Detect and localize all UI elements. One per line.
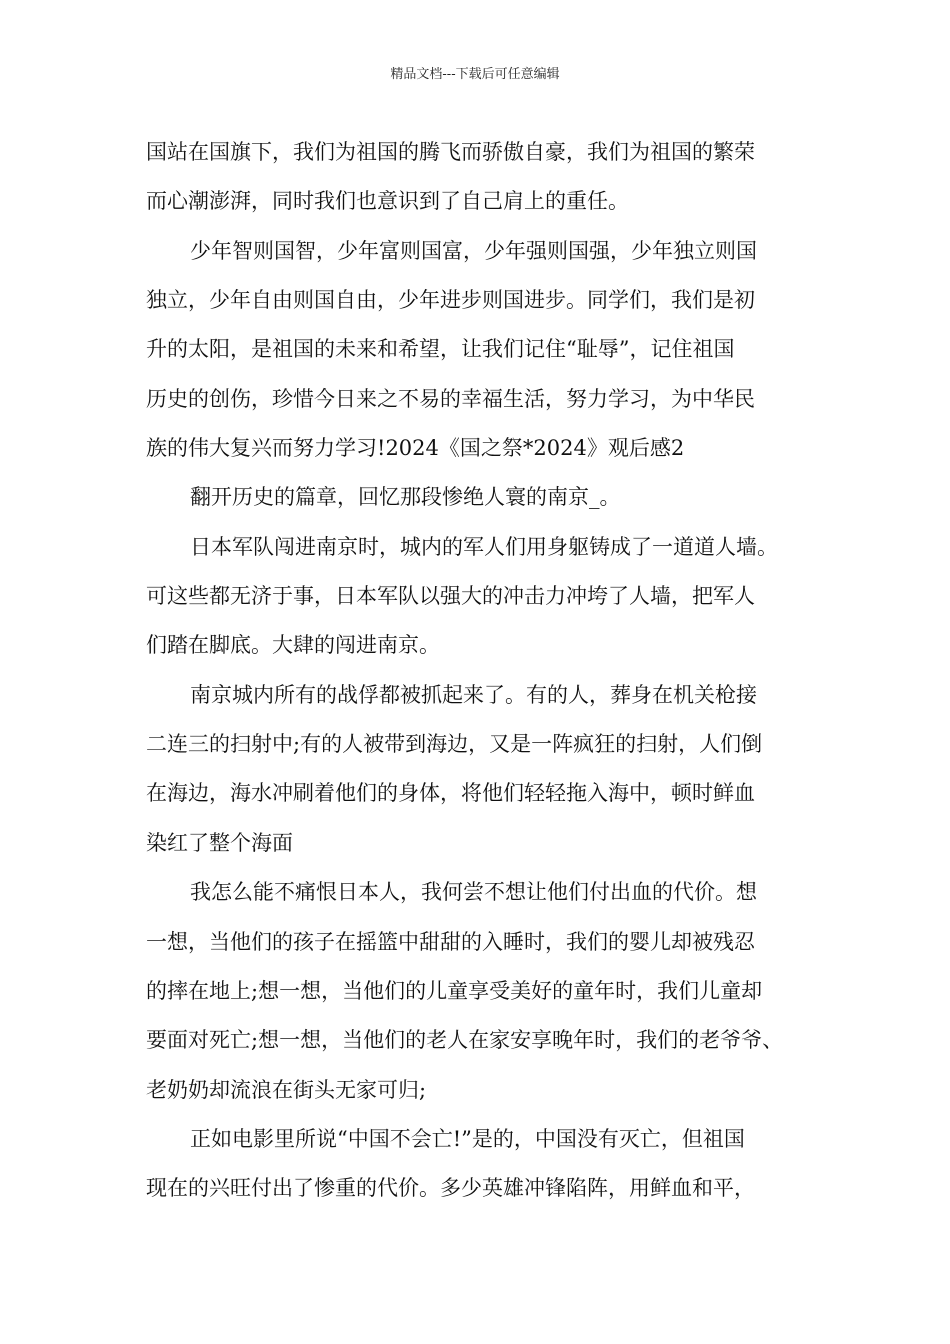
page-header: 精品文档---下载后可任意编辑 <box>390 67 560 82</box>
text-line: 南京城内所有的战俘都被抓起来了。有的人，葬身在机关枪接 <box>190 682 757 707</box>
text-line: 而心潮澎湃，同时我们也意识到了自己肩上的重任。 <box>146 189 629 214</box>
text-line: 可这些都无济于事，日本军队以强大的冲击力冲垮了人墙，把军人 <box>146 584 755 609</box>
text-line: 历史的创伤，珍惜今日来之不易的幸福生活，努力学习，为中华民 <box>146 386 755 411</box>
text-line: 国站在国旗下，我们为祖国的腾飞而骄傲自豪，我们为祖国的繁荣 <box>146 140 755 164</box>
text-line: 老奶奶却流浪在街头无家可归; <box>146 1077 427 1102</box>
text-line: 族的伟大复兴而努力学习!2024《国之祭*2024》观后感2 <box>146 436 685 461</box>
document-body <box>146 128 816 1214</box>
text-line: 二连三的扫射中;有的人被带到海边，又是一阵疯狂的扫射，人们倒 <box>146 732 763 757</box>
text-line: 染红了整个海面 <box>146 830 293 855</box>
text-line: 独立，少年自由则国自由，少年进步则国进步。同学们，我们是初 <box>146 288 755 313</box>
text-line: 翻开历史的篇章，回忆那段惨绝人寰的南京_。 <box>190 485 621 510</box>
text-line: 在海边，海水冲刷着他们的身体，将他们轻轻拖入海中，顿时鲜血 <box>146 781 755 806</box>
paragraph <box>146 128 816 227</box>
text-line: 一想，当他们的孩子在摇篮中甜甜的入睡时，我们的婴儿却被残忍 <box>146 929 755 954</box>
text-line: 日本军队闯进南京时，城内的军人们用身躯铸成了一道道人墙。 <box>190 534 778 559</box>
text-line: 的摔在地上;想一想，当他们的儿童享受美好的童年时，我们儿童却 <box>146 978 763 1003</box>
paragraph <box>146 227 816 474</box>
paragraph <box>146 671 816 868</box>
text-line: 少年智则国智，少年富则国富，少年强则国强，少年独立则国 <box>190 238 757 263</box>
paragraph <box>146 1115 816 1214</box>
text-line: 升的太阳，是祖国的未来和希望，让我们记住“耻辱”，记住祖国 <box>146 337 735 362</box>
paragraph <box>146 868 816 1115</box>
text-line: 要面对死亡;想一想，当他们的老人在家安享晚年时，我们的老爷爷、 <box>146 1028 784 1053</box>
paragraph <box>146 473 816 522</box>
text-line: 我怎么能不痛恨日本人，我何尝不想让他们付出血的代价。想 <box>190 880 757 905</box>
text-line: 正如电影里所说“中国不会亡!”是的，中国没有灭亡，但祖国 <box>190 1126 745 1151</box>
paragraph <box>146 523 816 671</box>
text-line: 现在的兴旺付出了惨重的代价。多少英雄冲锋陷阵，用鲜血和平， <box>146 1176 755 1201</box>
text-line: 们踏在脚底。大肆的闯进南京。 <box>146 633 440 658</box>
